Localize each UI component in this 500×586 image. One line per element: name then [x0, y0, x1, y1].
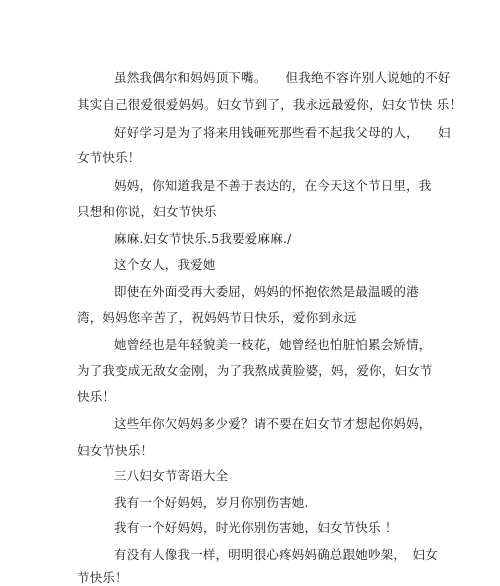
text-line: 只想和你说，妇女节快乐 [77, 204, 217, 219]
text-line: 好好学习是为了将来用钱砸死那些看不起我父母的人， 妇 [114, 125, 451, 140]
text-line: 湾，妈妈您辛苦了，祝妈妈节日快乐，爱你到永远 [77, 310, 357, 325]
text-line: 这个女人，我爱她 [114, 257, 216, 272]
text-line: 我有一个好妈妈，时光你别伤害她，妇女节快乐 ！ [114, 520, 398, 535]
text-line: 三八妇女节寄语大全 [114, 468, 229, 483]
text-line: 女节快乐！ [77, 150, 141, 165]
text-line: 麻麻.妇女节快乐.5我要爱麻麻./ [114, 231, 292, 246]
text-line: 有没有人像我一样，明明很心疼妈妈确总跟她吵架， 妇女 [114, 547, 438, 562]
text-line: 妈妈，你知道我是不善于表达的，在今天这个节日里，我 [114, 178, 432, 193]
text-line: 妇女节快乐！ [77, 443, 154, 458]
text-line: 快乐！ [77, 389, 116, 404]
text-line: 即使在外面受再大委屈，妈妈的怀抱依然是最温暖的港 [114, 284, 419, 299]
text-line: 为了我变成无敌女金刚，为了我熬成黄脸婆，妈，爱你，妇女节 [77, 363, 433, 378]
text-line: 节快乐！ [77, 570, 128, 585]
text-line: 其实自己很爱很爱妈妈。妇女节到了，我永远最爱你，妇女节快 乐！ [77, 97, 463, 112]
text-line: 虽然我偶尔和妈妈顶下嘴。 但我绝不容许别人说她的不好 [114, 70, 451, 85]
text-line: 她曾经也是年轻貌美一枝花，她曾经也怕脏怕累会矫情， [114, 337, 432, 352]
text-line: 这些年你欠妈妈多少爱？请不要在妇女节才想起你妈妈， [114, 416, 432, 431]
text-line: 我有一个好妈妈，岁月你别伤害她. [114, 495, 309, 510]
